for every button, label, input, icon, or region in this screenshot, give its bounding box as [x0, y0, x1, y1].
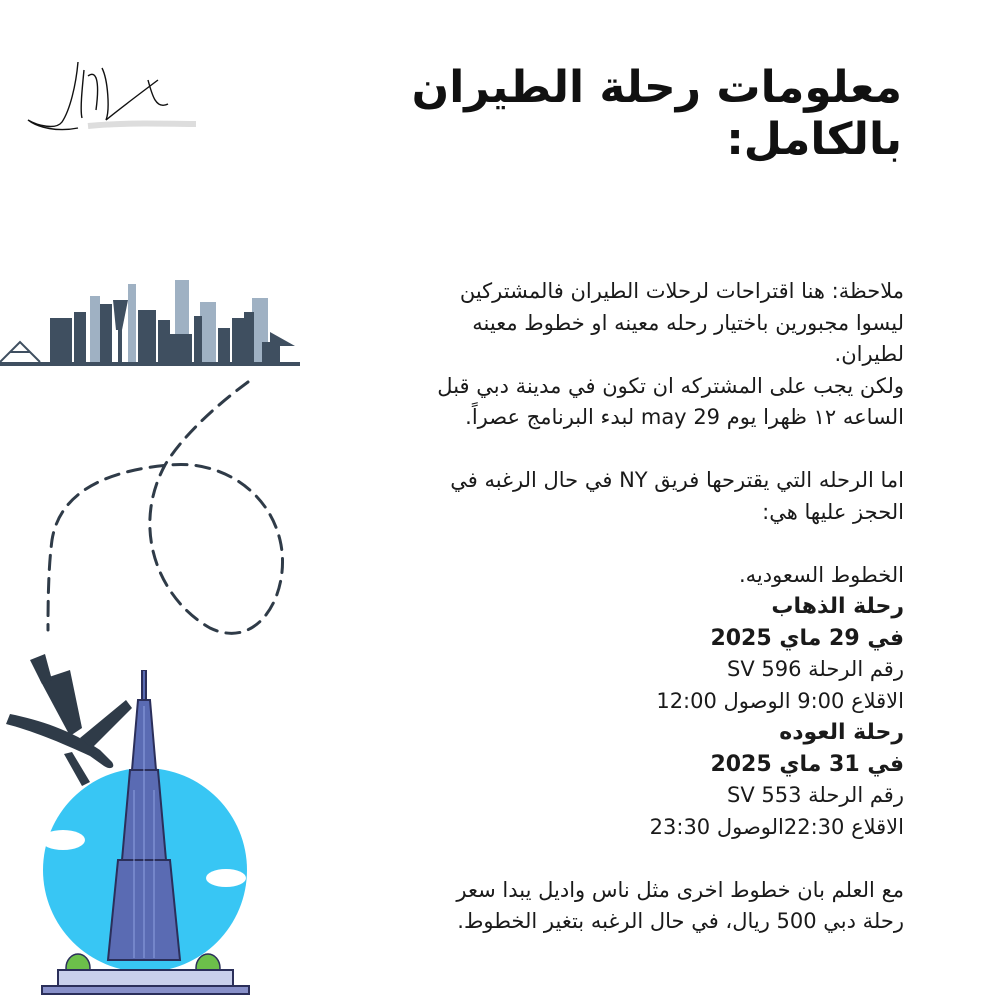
title-line-2: بالكامل: [726, 113, 902, 165]
note-line: الساعه ١٢ ظهرا يوم 29 may لبدء البرنامج عصراً. [465, 405, 904, 429]
departure-heading: رحلة الذهاب [771, 594, 904, 619]
flight-info-body [384, 276, 904, 938]
departure-times: الاقلاع 9:00 الوصول 12:00 [656, 688, 904, 713]
suggestion-line: اما الرحله التي يقترحها فريق NY في حال الرغبه في [450, 468, 904, 492]
burj-khalifa-illustration-icon [38, 670, 253, 1000]
spacer [384, 843, 904, 875]
note-line: ليسوا مجبورين باختيار رحله معينه او خطوط معينه [472, 310, 904, 335]
title-line-1: معلومات رحلة الطيران [411, 62, 902, 113]
note-line: لطيران. [834, 342, 904, 366]
return-flight-number: رقم الرحلة 553 SV [726, 783, 904, 807]
return-date: في 31 ماي 2025 [710, 751, 904, 777]
note-line: ولكن يجب على المشتركه ان تكون في مدينة دبي قبل [437, 373, 904, 398]
suggestion-line: الحجز عليها هي: [762, 499, 904, 524]
city-skyline-icon [0, 272, 300, 372]
spacer [384, 434, 904, 466]
footer-line: رحلة دبي 500 ريال، في حال الرغبه بتغير الخطوط. [457, 909, 904, 933]
departure-date: في 29 ماي 2025 [710, 625, 904, 651]
page-title [382, 62, 902, 166]
departure-flight-number: رقم الرحلة 596 SV [726, 657, 904, 681]
return-times: الاقلاع 22:30الوصول 23:30 [649, 814, 904, 839]
footer-line: مع العلم بان خطوط اخرى مثل ناس واديل يبدا سعر [456, 877, 904, 902]
flight-path-dashed-line [0, 370, 300, 640]
return-heading: رحلة العوده [779, 720, 904, 745]
spacer [384, 528, 904, 560]
note-line: ملاحظة: هنا اقتراحات لرحلات الطيران فالمشتركين [459, 279, 904, 303]
signature-logo-icon [18, 40, 198, 140]
airline-name: الخطوط السعوديه. [738, 562, 904, 587]
